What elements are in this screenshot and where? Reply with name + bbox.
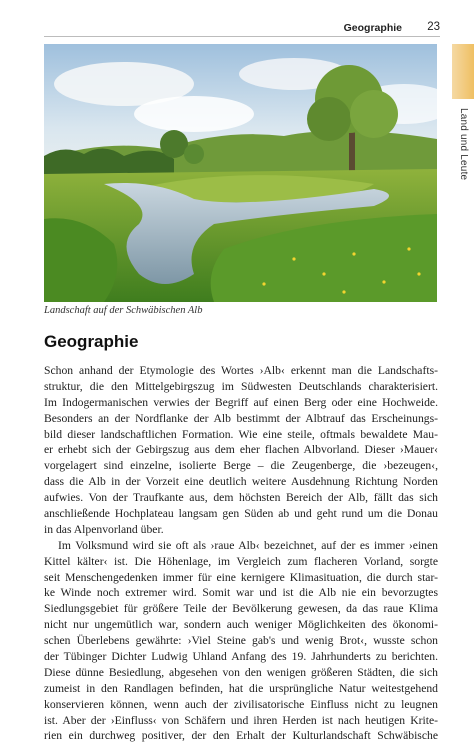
tree-crown: [350, 90, 398, 138]
text-line: ist. Aber der ›Einfluss‹ von Schäfern und ihren Herden ist nach heutigen Krite-: [44, 713, 438, 727]
text-line: rien ein durchweg positiver, der den Erhalt der Kulturlandschaft Schwäbische: [44, 729, 438, 743]
text-line: Kittel kälter‹ ist. Die Höhenlage, im Vergleich zum flacheren Vorland, sorgte: [44, 554, 438, 568]
tree: [184, 144, 204, 164]
running-head: [44, 20, 440, 37]
text-line: aufwies. Von der Traufkante aus, dem höchsten Bereich der Alb, fällt das sich: [44, 491, 438, 505]
body-text: [44, 363, 438, 744]
text-line: vorgelagert sind einzelne, isolierte Berge – die Zeugenberge, die ›bezeugen‹,: [44, 459, 438, 473]
text-line: zumeist in den Randlagen befinden, hat die ursprüngliche Natur weitestgehend: [44, 681, 438, 695]
text-line: anschließende Hochplateau langsam gen Süden ab und geht rund um die Donau: [44, 507, 438, 521]
text-line: Diese dünne Besiedlung, abgesehen von den wenigen größeren Städten, die sich: [44, 665, 438, 679]
text-line: struktur, die den Mittelgebirgszug im Südwesten Deutschlands charakterisiert.: [44, 379, 438, 393]
running-head-title: Geographie: [343, 22, 402, 34]
section-tab-marker: [452, 44, 474, 99]
text-line: bild dieser landschaftlichen Formation. Wie eine steile, oftmals bewaldete Mau-: [44, 427, 438, 441]
text-line: Schon anhand der Etymologie des Wortes ›Alb‹ erkennt man die Landschafts-: [44, 364, 438, 377]
cloud: [134, 96, 254, 132]
section-tab-label: Land und Leute: [458, 108, 469, 181]
section-heading: Geographie: [44, 332, 139, 351]
text-line: der Tübinger Dichter Ludwig Uhland Anfang des 19. Jahrhunderts zu berichten.: [44, 650, 438, 664]
landscape-photo: [44, 44, 437, 302]
text-line: Siedlungsgebiet für größere Teile der Bevölkerung gewesen, da das raue Klima: [44, 602, 438, 616]
photo-caption: Landschaft auf der Schwäbischen Alb: [44, 305, 203, 316]
text-line: Im Indogermanischen verwies der Begriff auf einen Berg oder eine Hochweide.: [44, 395, 438, 409]
text-line: er erhebt sich der Gebirgszug aus dem eher flachen Albvorland. Dieser ›Mauer‹: [44, 443, 438, 457]
tree-crown: [307, 97, 351, 141]
text-line: schen Überlebens gewährte: ›Viel Steine gab's und wenig Brot‹, wusste schon: [44, 634, 438, 648]
tree: [160, 130, 188, 158]
text-line: ke Winde noch extremer wird. Somit war und ist die Alb nie ein bevorzugtes: [44, 586, 438, 600]
text-line: in das Alpenvorland über.: [44, 522, 164, 536]
page-number: 23: [427, 21, 440, 33]
text-line: dass die Alb in der Vorzeit eine deutlich weitere Ausdehnung Richtung Norden: [44, 475, 438, 489]
text-line: nicht nur ungemütlich war, sondern auch weniger Möglichkeiten des ökonomi-: [44, 618, 438, 632]
text-line: konservieren können, wenn auch der zivilisatorische Einfluss nicht zu leugnen: [44, 697, 438, 711]
text-line: Besonders an der Nordflanke der Alb bestimmt der Albtrauf das Erscheinungs-: [44, 411, 438, 425]
text-line: seit Menschengedenken immer für eine kernigere Klimasituation, die durch star-: [44, 570, 438, 584]
text-line: Im Volksmund wird sie oft als ›raue Alb‹ bezeichnet, auf der es immer ›einen: [58, 538, 438, 552]
